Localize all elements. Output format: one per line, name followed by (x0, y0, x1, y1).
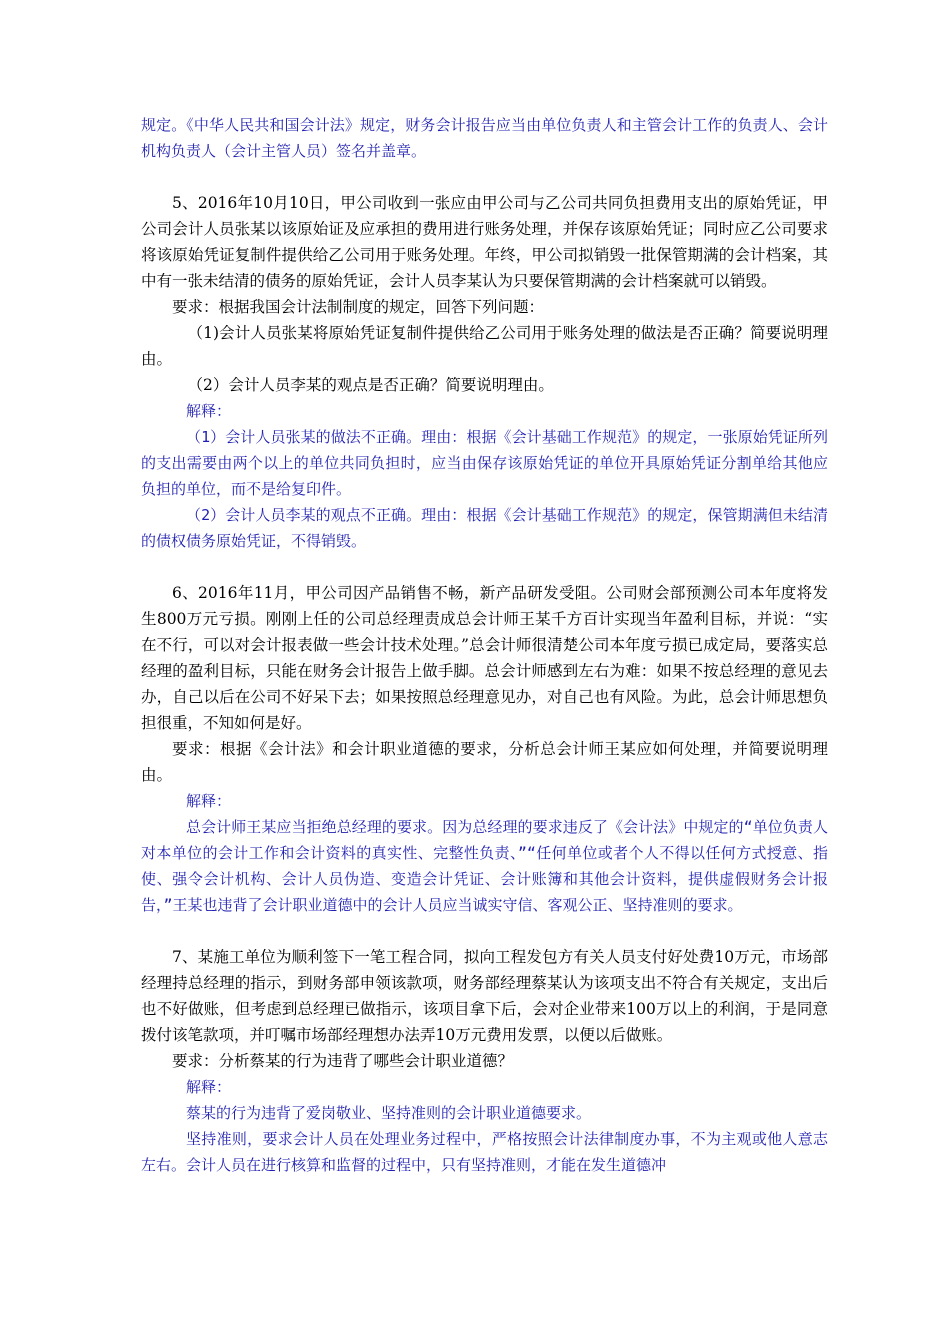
question-6-body: 6、2016年11月，甲公司因产品销售不畅，新产品研发受阻。公司财会部预测公司本年度将发生800万元亏损。刚刚上任的公司总经理责成总会计师王某千方百计实现当年盈利目标，并说：“实在不行，可以对会计报表做一些会计技术处理。”总会计师很清楚公司本年度亏损已成定局，要落实总经理的盈利目标，只能在财务会计报告上做手脚。总会计师感到左右为难：如果不按总经理的意见去办，自己以后在公司不好呆下去；如果按照总经理意见办，对自己也有风险。为此，总会计师思想负担很重，不知如何是好。 (141, 584, 828, 732)
section-gap (141, 918, 828, 944)
question-7-explanation-1: 蔡某的行为违背了爱岗敬业、坚持准则的会计职业道德要求。 (186, 1104, 592, 1122)
section-gap (141, 554, 828, 580)
question-5-body: 5、2016年10月10日，甲公司收到一张应由甲公司与乙公司共同负担费用支出的原始凭证，甲公司会计人员张某以该原始证及应承担的费用进行账务处理，并保存该原始凭证；同时应乙公司要求将该原始凭证复制件提供给乙公司用于账务处理。年终，甲公司拟销毁一批保管期满的会计档案，其中有一张未结清的债务的原始凭证，会计人员李某认为只要保管期满的会计档案就可以销毁。 (141, 194, 828, 290)
question-6-explanation-label: 解释： (186, 792, 232, 810)
intro-explanation: 规定。《中华人民共和国会计法》规定，财务会计报告应当由单位负责人和主管会计工作的负责人、会计机构负责人（会计主管人员）签名并盖章。 (141, 116, 828, 160)
question-7-explanation-label: 解释： (186, 1078, 232, 1096)
question-6-explanation-1: 总会计师王某应当拒绝总经理的要求。因为总经理的要求违反了《会计法》中规定的“单位负责人对本单位的会计工作和会计资料的真实性、完整性负责、”“任何单位或者个人不得以任何方式授意、指使、强令会计机构、会计人员伪造、变造会计凭证、会计账簿和其他会计资料，提供虚假财务会计报告，”王某也违背了会计职业道德中的会计人员应当诚实守信、客观公正、坚持准则的要求。 (141, 818, 828, 914)
question-6-requirement: 要求：根据《会计法》和会计职业道德的要求，分析总会计师王某应如何处理，并简要说明理由。 (141, 740, 828, 784)
question-5 (141, 190, 828, 554)
question-7-explanation-2: 坚持准则，要求会计人员在处理业务过程中，严格按照会计法律制度办事，不为主观或他人意志左右。会计人员在进行核算和监督的过程中，只有坚持准则，才能在发生道德冲 (141, 1130, 828, 1174)
question-7-requirement: 要求：分析蔡某的行为违背了哪些会计职业道德？ (172, 1052, 514, 1070)
question-5-sub-2: （2）会计人员李某的观点是否正确？简要说明理由。 (187, 376, 554, 394)
question-5-explanation-2: （2）会计人员李某的观点不正确。理由：根据《会计基础工作规范》的规定，保管期满但未结清的债权债务原始凭证，不得销毁。 (141, 506, 828, 550)
section-gap (141, 164, 828, 190)
question-5-explanation-label: 解释： (186, 402, 232, 420)
question-5-requirement: 要求：根据我国会计法制制度的规定，回答下列问题： (172, 298, 545, 316)
question-6 (141, 580, 828, 918)
question-7-body: 7、某施工单位为顺利签下一笔工程合同，拟向工程发包方有关人员支付好处费10万元，市场部经理持总经理的指示，到财务部申领该款项，财务部经理蔡某认为该项支出不符合有关规定，支出后也不好做账，但考虑到总经理已做指示，该项目拿下后，会对企业带来100万以上的利润，于是同意拨付该笔款项，并叮嘱市场部经理想办法弄10万元费用发票，以便以后做账。 (141, 948, 828, 1044)
question-7 (141, 944, 828, 1178)
question-5-explanation-1: （1）会计人员张某的做法不正确。理由：根据《会计基础工作规范》的规定，一张原始凭证所列的支出需要由两个以上的单位共同负担时，应当由保存该原始凭证的单位开具原始凭证分割单给其他应负担的单位，而不是给复印件。 (141, 428, 828, 498)
question-5-sub-1: （1)会计人员张某将原始凭证复制件提供给乙公司用于账务处理的做法是否正确？简要说明理由。 (141, 324, 828, 368)
